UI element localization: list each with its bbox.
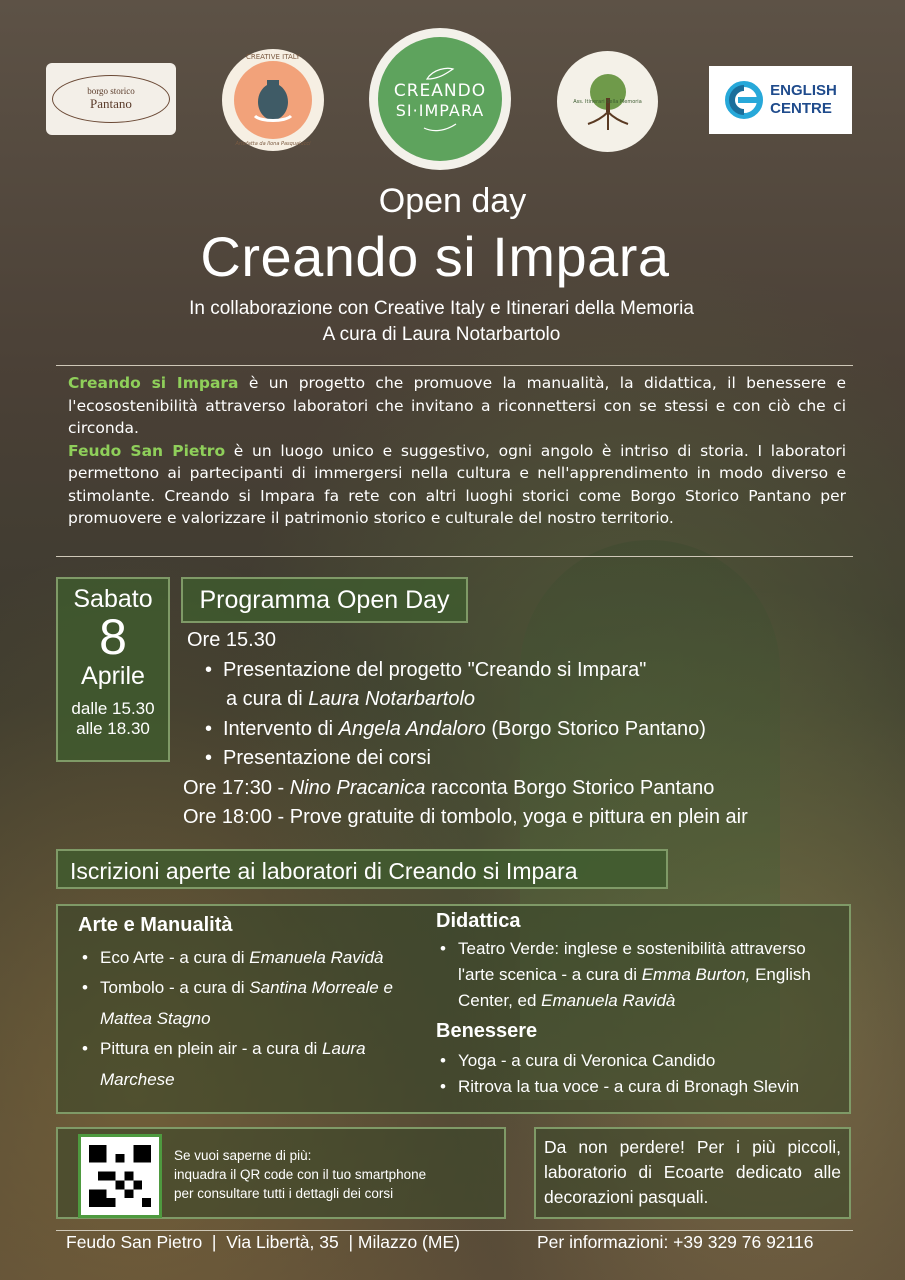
date-day-number: 8 [99,609,127,665]
didattica-item-1-mid: English Center, ed [458,965,811,1010]
arte-item-1-prefix: Eco Arte - a cura di [100,947,250,967]
program-item-2 [201,715,863,745]
pantano-big-text: Pantano [90,96,132,111]
subtitle-collaboration: In collaborazione con Creative Italy e Itinerari della Memoria [189,298,694,319]
date-from: dalle 15.30 [71,699,155,718]
qr-line-2: inquadra il QR code con il tuo smartphone [174,1167,427,1182]
vase-icon [253,76,293,124]
arte-item-3-prefix: Pittura en plein air - a cura di [100,1039,323,1058]
program-time-3-label: Ore 18:00 [183,806,272,828]
program-item-2-prefix: Intervento di [223,717,339,740]
itinerari-text: Ass. Itinerari della Memoria [573,99,642,105]
didattica-item-1-name-2: Emanuela Ravidà [541,991,676,1010]
leaf-icon [425,67,455,81]
didattica-column [436,906,836,1100]
open-day-kicker: Open day [378,182,527,220]
subtitle-curator: A cura di Laura Notarbartolo [322,324,561,345]
page-title: Creando si Impara [200,225,670,288]
program-item-1-text: Presentazione del progetto "Creando si Impara" [223,658,647,681]
pantano-small-text: borgo storico [87,86,135,96]
qr-line-3: per consultare tutti i dettagli dei corsi [174,1186,394,1201]
intro-lead-creando: Creando si Impara [68,374,239,392]
intro-paragraph-1: è un progetto che promuove la manualità, la didattica, il benessere e l'ecosostenibilità attraverso laboratori che invitano a riconnettersi con se stessi e con ciò che ci circonda. [68,374,846,437]
program-item-2-suffix: (Borgo Storico Pantano) [485,717,706,740]
creando-si-impara-logo [369,28,511,170]
borgo-pantano-logo [46,63,176,135]
arte-item-2 [78,973,398,1034]
hand-icon [422,120,458,132]
benessere-item-1 [436,1048,836,1074]
intro-paragraph-2: è un luogo unico e suggestivo, ogni angolo è intriso di storia. I laboratori permettono ai partecipanti di immergersi nella cultura e nell'apprendimento in modo diverso e stimolante. Creando si Impara fa rete con altri luoghi storici come Borgo Storico Pantano per promuovere e valorizzare il patrimonio storico e culturale del nostro territorio. [68,441,846,527]
didattica-item-1-prefix: Teatro Verde: inglese e sostenibilità attraverso l'arte scenica - a cura di [458,939,806,984]
intro-text [68,372,846,530]
qr-code-icon [89,1145,151,1207]
date-box [56,577,170,762]
didattica-item-1 [436,936,836,1014]
program-time-2-text: racconta Borgo Storico Pantano [425,776,715,799]
didattica-title: Didattica [436,910,521,932]
english-line2: CENTRE [770,100,832,117]
courses-banner: Iscrizioni aperte ai laboratori di Creando si Impara [56,849,668,889]
creando-logo-line2: SI·IMPARA [395,100,485,120]
program-time-3 [183,803,863,833]
english-centre-logo [709,66,852,134]
arte-item-3-name: Laura Marchese [100,1039,366,1089]
footer-address: Feudo San Pietro | Via Libertà, 35 | Milazzo (ME) [66,1232,460,1252]
program-time-2-sep: - [271,776,290,799]
divider-middle [56,556,853,557]
program-list [183,626,863,833]
program-item-3-text: Presentazione dei corsi [223,747,431,769]
itinerari-memoria-logo [557,51,658,152]
arte-item-2-prefix: Tombolo - a cura di [100,978,250,997]
program-heading: Programma Open Day [181,577,468,623]
arte-item-1 [78,943,398,974]
qr-code[interactable] [78,1134,162,1218]
program-time-3-text: - Prove gratuite di tombolo, yoga e pittura en plein air [271,806,748,828]
divider-top [56,365,853,366]
arte-item-1-name: Emanuela Ravidà [249,947,384,967]
didattica-item-1-name-1: Emma Burton, [641,965,751,984]
date-day-name: Sabato [73,585,153,613]
benessere-item-1-text: Yoga - a cura di Veronica Candido [458,1051,716,1070]
benessere-title: Benessere [436,1020,538,1042]
qr-text [174,1146,504,1203]
arte-column [78,910,398,1095]
creative-italy-top-text: CREATIVE ITALY [245,53,301,61]
qr-line-1: Se vuoi saperne di più: [174,1148,312,1163]
benessere-item-2 [436,1074,836,1100]
arte-title: Arte e Manualità [78,914,233,936]
program-time-1: Ore 15.30 [187,629,276,651]
footer-info: Per informazioni: +39 329 76 92116 [537,1232,814,1252]
program-item-1-name: Laura Notarbartolo [308,688,476,710]
benessere-item-2-text: Ritrova la tua voce - a cura di Bronagh Slevin [458,1077,800,1096]
program-item-1-prefix: a cura di [226,688,309,710]
english-line1: ENGLISH [770,82,837,99]
qr-box [56,1127,506,1219]
date-month: Aprile [81,662,145,690]
courses-panel [56,904,851,1114]
program-time-2-label: Ore 17:30 [183,776,272,799]
program-item-2-name: Angela Andaloro [338,717,486,740]
creative-italy-bottom-text: Artefatta da Ilona Pasqualucci [235,141,311,147]
creando-logo-line1: CREANDO [393,80,487,101]
program-time-2-name: Nino Pracanica [289,776,426,799]
date-to: alle 18.30 [76,719,150,738]
promo-box: Da non perdere! Per i più piccoli, laboratorio di Ecoarte dedicato alle decorazioni pasquali. [534,1127,851,1219]
program-time-2 [183,774,863,804]
program-item-3 [201,744,863,774]
arte-item-3 [78,1034,398,1095]
divider-footer [56,1230,853,1231]
creative-italy-logo [222,49,324,151]
intro-lead-feudo: Feudo San Pietro [68,441,226,460]
english-centre-icon [724,80,764,120]
arte-item-2-name: Santina Morreale e Mattea Stagno [100,978,393,1028]
program-item-1 [201,656,863,686]
program-item-1-sub [226,685,863,715]
